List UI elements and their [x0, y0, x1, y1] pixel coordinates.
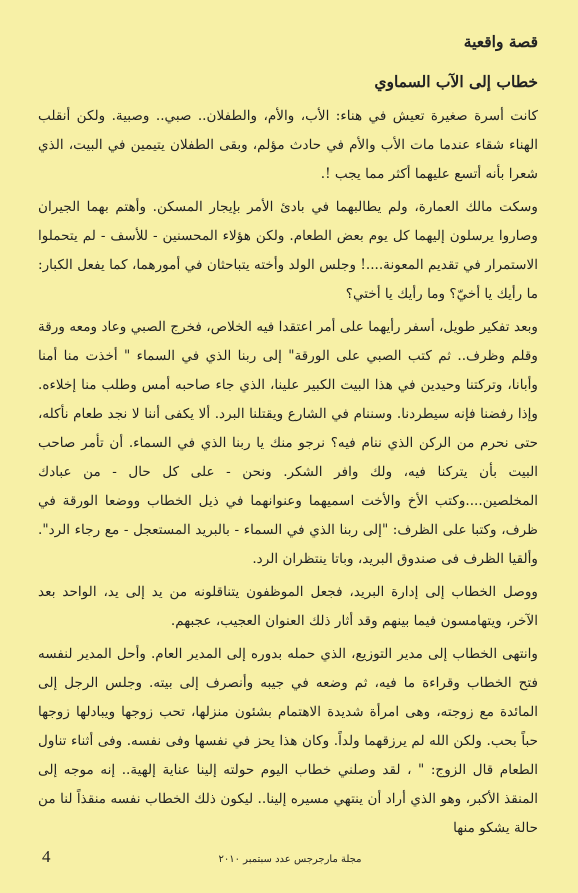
- story-title: خطاب إلى الآب السماوي: [374, 72, 538, 91]
- page-number: 4: [42, 847, 51, 866]
- paragraph-4: ووصل الخطاب إلى إدارة البريد، فجعل الموظفون يتناقلونه من يد إلى يد، الواحد بعد الآخر، ويتهامسون فيما بينهم وقد أثار ذلك العنوان العجيب، عجبهم.: [38, 584, 538, 629]
- paragraph-3: وبعد تفكير طويل، أسفر رأيهما على أمر اعتقدا فيه الخلاص، فخرج الصبي وعاد ومعه ورقة وقلم وظرف.. ثم كتب الصبي على الورقة" إلى ربنا الذي في السماء " أخذت منا أمنا وأبانا، وتركتنا وحيدين في هذا البيت الكبير علينا، الذي جاء صاحبه أمس وطلب منا إخلاءه. وإذا رفضنا فإنه سيطردنا. وسننام في الشارع ويقتلنا البرد. ألا يكفى أننا لا نجد طعام نأكله، حتى نحرم من الركن الذي ننام فيه؟ نرجو منك يا ربنا الذي في السماء. أن تأمر صاحب البيت بأن يتركنا فيه، ولك وافر الشكر. ونحن - على كل حال - من عبادك المخلصين....وكتب الأخ والأخت اسميهما وعنوانهما في ذيل الخطاب ووضعا الورقة في ظرف، وكتبا على الظرف: "إلى ربنا الذي في السماء - بالبريد المستعجل - مع رجاء الرد". وألقيا الظرف فى صندوق البريد، وباتا ينتظران الرد.: [38, 319, 538, 567]
- page-footer: [42, 843, 538, 867]
- article-body: [38, 30, 538, 847]
- paragraph-2: وسكت مالك العمارة، ولم يطالبهما في بادئ الأمر بإيجار المسكن. وأهتم بهما الجيران وصاروا يرسلون إليهما كل يوم بعض الطعام. ولكن هؤلاء المحسنين - للأسف - لم يتحملوا الاستمرار في تقديم المعونة....! وجلس الولد وأخته يتباحثان في أمورهما، كما يفعل الكبار: ما رأيك يا أخيّ؟ وما رأيك يا أختي؟: [38, 199, 538, 302]
- paragraph-5: وانتهى الخطاب إلى مدير التوزيع، الذي حمله بدوره إلى المدير العام. وأحل المدير لنفسه فتح الخطاب وقراءة ما فيه، ثم وضعه في جيبه وأنصرف إلى بيته. وجلس الرجل إلى المائدة مع زوجته، وهى امرأة شديدة الاهتمام بشئون منزلها، تحب زوجها ويبادلها زوجها حباً بحب. ولكن الله لم يرزقهما ولداً. وكان هذا يحز في نفسها وفى نفسه. وفى أثناء تناول الطعام قال الزوج: " ، لقد وصلني خطاب اليوم حولته إلينا عناية إلهية.. إنه موجه إلى المنقذ الأكبر، وهو الذي أراد أن ينتهي مسيره إلينا.. ليكون ذلك الخطاب نفسه منقذاً لنا من حالة يشكو منها: [38, 646, 538, 836]
- section-label: قصة واقعية: [463, 32, 538, 51]
- journal-footer-text: مجلة مارجرجس عدد سبتمبر ٢٠١٠: [218, 854, 362, 865]
- paragraph-1: كانت أسرة صغيرة تعيش في هناء: الأب، والأم، والطفلان.. صبي.. وصبية. ولكن أنقلب الهناء شقاء عندما مات الأب والأم في حادث مؤلم، وبقى الطفلان يتيمين في البيت، الذي شعرا بأنه أتسع عليهما أكثر مما يجب !.: [38, 108, 538, 182]
